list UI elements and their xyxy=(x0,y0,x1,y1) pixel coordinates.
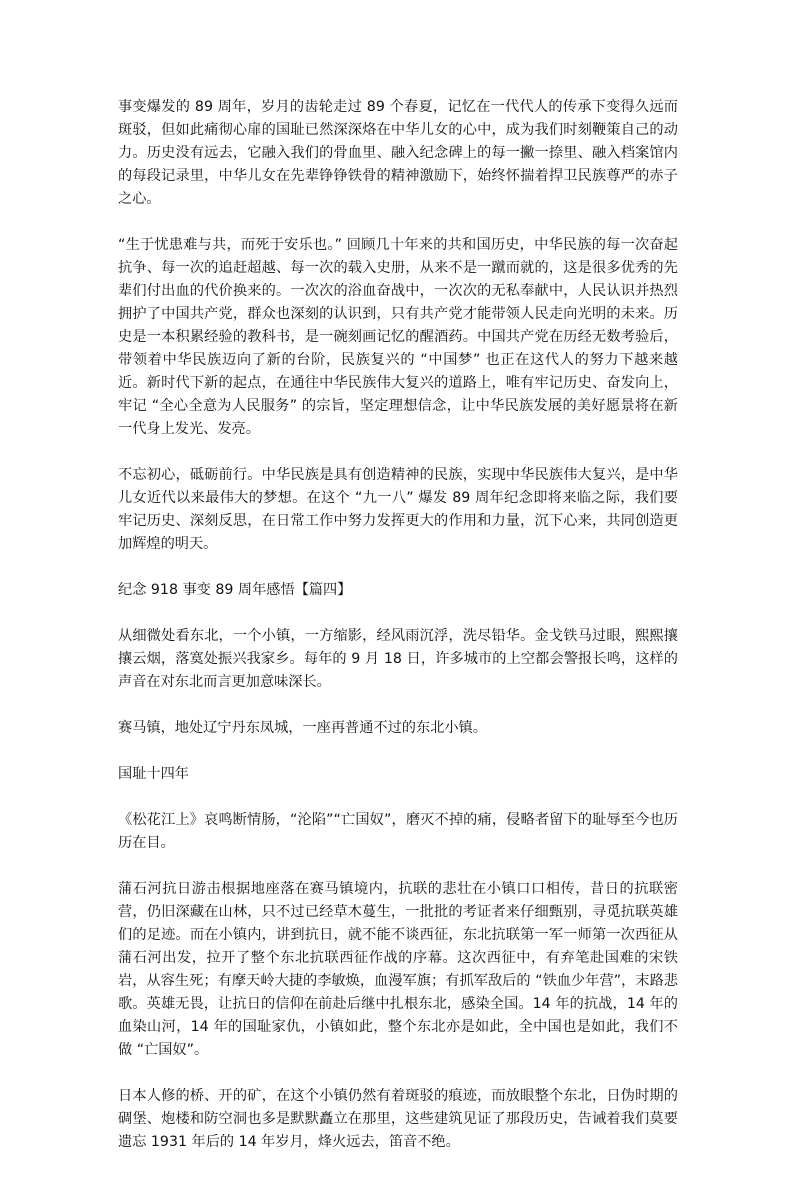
paragraph-historic-buildings: 日本人修的桥、开的矿，在这个小镇仍然有着斑驳的痕迹，而放眼整个东北，日伪时期的碉堡、炮楼和防空洞也多是默默矗立在那里，这些建筑见证了那段历史，告诫着我们莫要遗忘 1931 年后的 14 年岁月，烽火远去，笛音不绝。 xyxy=(118,1088,678,1150)
document-page xyxy=(118,96,678,1177)
section-heading-part-four: 纪念 918 事变 89 周年感悟【篇四】 xyxy=(118,582,352,598)
paragraph-northeast-town: 从细微处看东北，一个小镇，一方缩影，经风雨沉浮，洗尽铅华。金戈铁马过眼，熙熙攘攘云烟，落寞处振兴我家乡。每年的 9 月 18 日，许多城市的上空都会警报长鸣，这样的声音在对东北而言更加意味深长。 xyxy=(118,628,678,690)
paragraph-saima-town: 赛马镇，地处辽宁丹东凤城，一座再普通不过的东北小镇。 xyxy=(118,720,487,736)
paragraph-original-aspiration: 不忘初心，砥砺前行。中华民族是具有创造精神的民族，实现中华民族伟大复兴，是中华儿女近代以来最伟大的梦想。在这个 “九一八” 爆发 89 周年纪念即将来临之际，我们要牢记历史、深刻反思，在日常工作中努力发挥更大的作用和力量，沉下心来，共同创造更加辉煌的明天。 xyxy=(118,467,678,552)
paragraph-anniversary-memory: 事变爆发的 89 周年，岁月的齿轮走过 89 个春夏，记忆在一代代人的传承下变得久远而斑驳，但如此痛彻心扉的国耻已然深深烙在中华儿女的心中，成为我们时刻鞭策自己的动力。历史没有远去，它融入我们的骨血里、融入纪念碑上的每一撇一捺里、融入档案馆内的每段记录里，中华儿女在先辈铮铮铁骨的精神激励下，始终怀揣着捍卫民族尊严的赤子之心。 xyxy=(118,99,678,207)
paragraph-anti-japanese-base: 蒲石河抗日游击根据地座落在赛马镇境内，抗联的悲壮在小镇口口相传，昔日的抗联密营，仍旧深藏在山林，只不过已经草木蔓生，一批批的考证者来仔细甄别，寻觅抗联英雄们的足迹。而在小镇内，讲到抗日，就不能不谈西征，东北抗联第一军一师第一次西征从蒲石河出发，拉开了整个东北抗联西征作战的序幕。这次西征中，有弃笔赴国难的宋铁岩，从容生死；有摩天岭大捷的李敏焕，血漫军旗；有抓军敌后的 “铁血少年营”，末路悲歌。英雄无畏，让抗日的信仰在前赴后继中扎根东北，感染全国。14 年的抗战，14 年的血染山河，14 年的国耻家仇，小镇如此，整个东北亦是如此，全中国也是如此，我们不做 “亡国奴”。 xyxy=(118,881,678,1058)
subheading-national-humiliation: 国耻十四年 xyxy=(118,766,189,782)
paragraph-songhua-river: 《松花江上》哀鸣断情肠，“沦陷”“亡国奴”，磨灭不掉的痛，侵略者留下的耻辱至今也历历在目。 xyxy=(118,812,678,851)
paragraph-history-review: “生于忧患难与共，而死于安乐也。” 回顾几十年来的共和国历史，中华民族的每一次奋起抗争、每一次的追赶超越、每一次的载入史册，从来不是一蹴而就的，这是很多优秀的先辈们付出血的代价换来的。一次次的浴血奋战中，一次次的无私奉献中，人民认识并热烈拥护了中国共产党，群众也深刻的认识到，只有共产党才能带领人民走向光明的未来。历史是一本积累经验的教科书，是一碗刻画记忆的醒酒药。中国共产党在历经无数考验后，带领着中华民族迈向了新的台阶，民族复兴的 “中国梦” 也正在这代人的努力下越来越近。新时代下新的起点，在通往中华民族伟大复兴的道路上，唯有牢记历史、奋发向上，牢记 “全心全意为人民服务” 的宗旨，坚定理想信念，让中华民族发展的美好愿景将在新一代身上发光、发亮。 xyxy=(118,237,678,437)
